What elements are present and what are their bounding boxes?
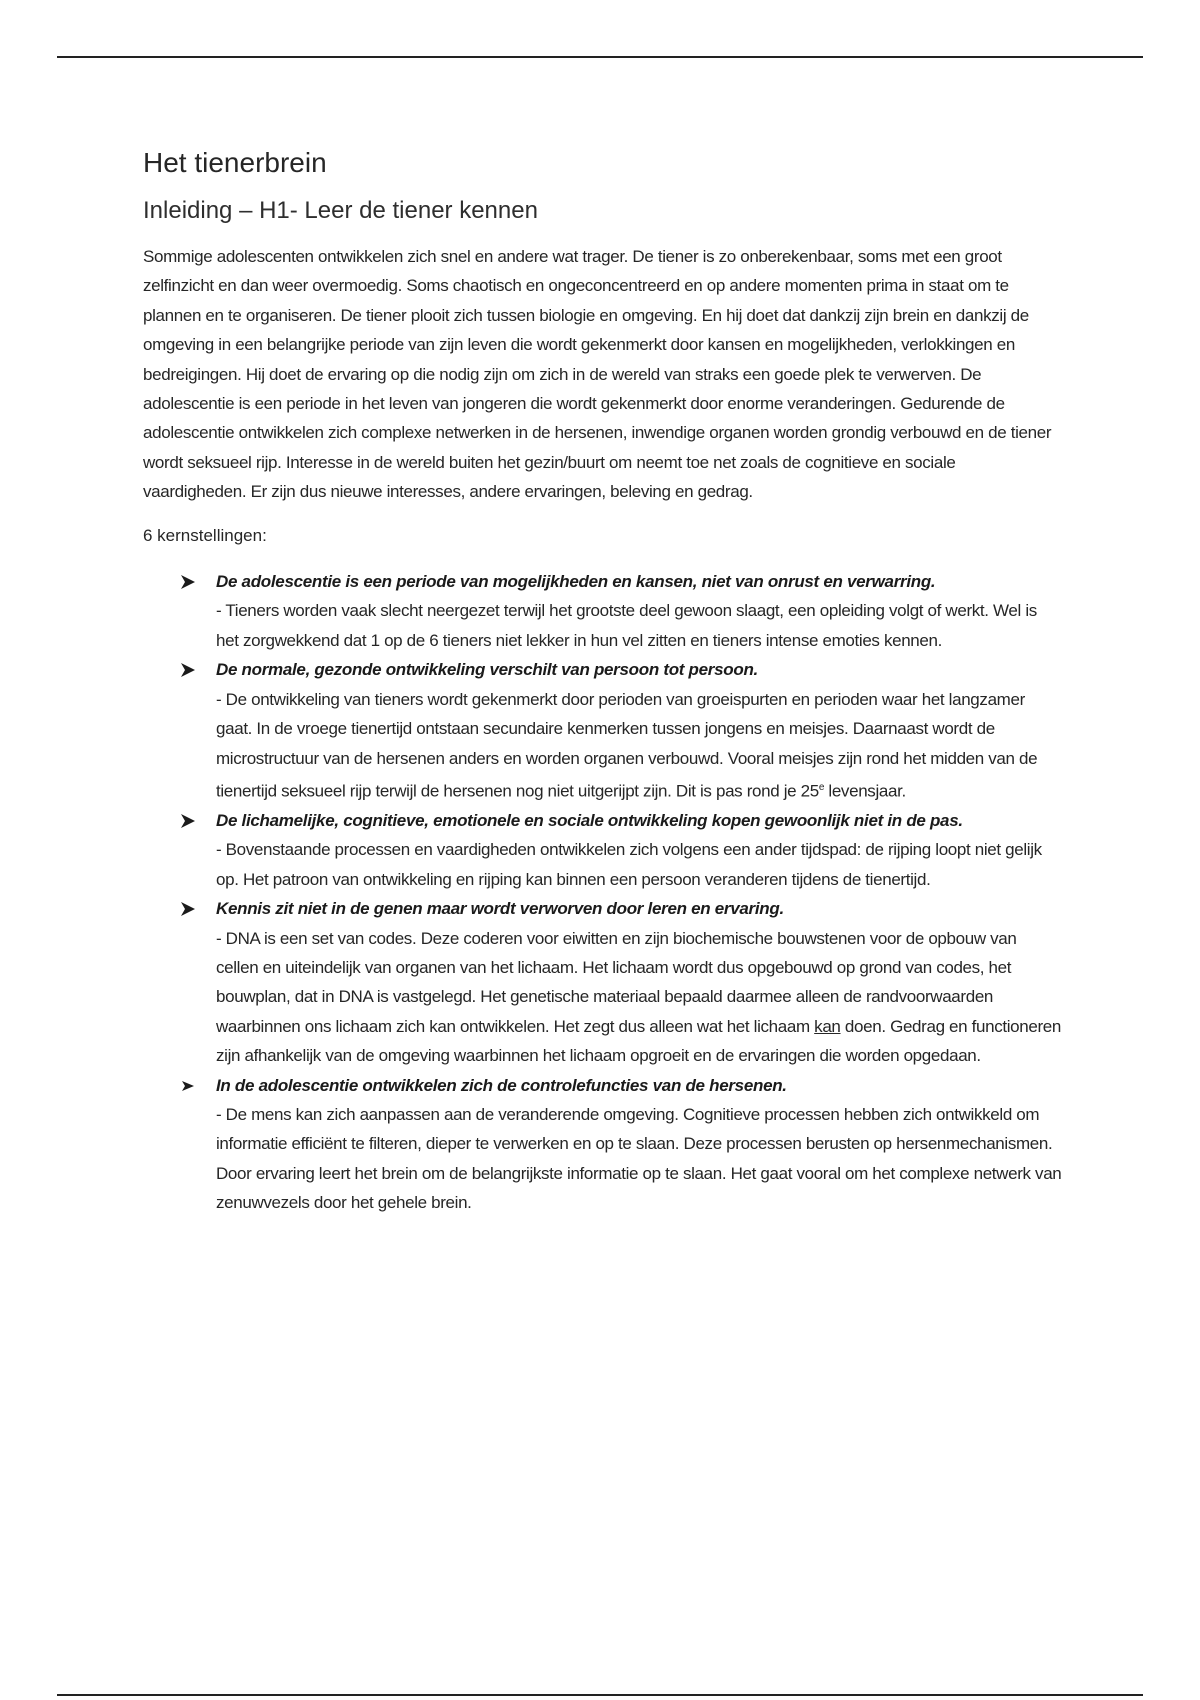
- statement-text: - Bovenstaande processen en vaardigheden ontwikkelen zich volgens een ander tijdspad: de rijping loopt niet gelijk op. Het patroon van ontwikkeling en rijping kan binnen een persoon veranderen tijdens de tienertijd.: [216, 840, 1042, 889]
- statement-text: - Tieners worden vaak slecht neergezet terwijl het grootste deel gewoon slaagt, een opleiding volgt of werkt. Wel is het zorgwekkend dat 1 op de 6 tieners niet lekker in hun vel zitten en tieners intense emoties kennen.: [216, 601, 1037, 650]
- list-item: [216, 567, 1063, 655]
- statement-heading: Kennis zit niet in de genen maar wordt verworven door leren en ervaring.: [216, 899, 784, 919]
- statement-text-end: levensjaar.: [824, 781, 906, 801]
- arrow-bullet-icon: [180, 662, 196, 678]
- statement-text-end: doen. Gedrag en functioneren zijn afhankelijk van de omgeving waarbinnen het lichaam opgroeit en de ervaringen die worden opgedaan.: [216, 1016, 1061, 1066]
- kernstellingen-list: [143, 567, 1063, 1218]
- statement-heading: De adolescentie is een periode van mogelijkheden en kansen, niet van onrust en verwarring.: [216, 572, 936, 592]
- arrow-bullet-icon: [180, 901, 196, 917]
- statement-heading: De lichamelijke, cognitieve, emotionele en sociale ontwikkeling kopen gewoonlijk niet in de pas.: [216, 810, 963, 830]
- arrow-bullet-icon: [180, 1078, 196, 1094]
- bottom-rule: [57, 1694, 1143, 1696]
- underlined-word: kan: [814, 1016, 841, 1036]
- list-item: [216, 655, 1063, 806]
- statement-text-main: - DNA is een set van codes. Deze coderen voor eiwitten en zijn biochemische bouwstenen voor de opbouw van cellen en uiteindelijk van organen van het lichaam. Het lichaam wordt dus opgebouwd op grond van codes, het bouwplan, dat in DNA is vastgelegd. Het genetische materiaal bepaald daarmee alleen de randvoorwaarden waarbinnen ons lichaam zich kan ontwikkelen. Het zegt dus alleen wat het lichaam: [216, 928, 1017, 1036]
- list-item: [216, 894, 1063, 1070]
- statement-text: [216, 924, 1063, 1071]
- list-item: [216, 806, 1063, 894]
- list-item: [216, 1071, 1063, 1218]
- top-rule: [57, 56, 1143, 58]
- section-heading: Inleiding – H1- Leer de tiener kennen: [143, 197, 538, 224]
- kernstellingen-label: 6 kernstellingen:: [143, 525, 267, 545]
- intro-paragraph: Sommige adolescenten ontwikkelen zich snel en andere wat trager. De tiener is zo onberekenbaar, soms met een groot zelfinzicht en dan weer overmoedig. Soms chaotisch en ongeconcentreerd en op andere momenten prima in staat om te plannen en te organiseren. De tiener plooit zich tussen biologie en omgeving. En hij doet dat dankzij zijn brein en dankzij de omgeving in een belangrijke periode van zijn leven die wordt gekenmerkt door kansen en mogelijkheden, verlokkingen en bedreigingen. Hij doet de ervaring op die nodig zijn om zich in de wereld van straks een goede plek te verwerven. De adolescentie is een periode in het leven van jongeren die wordt gekenmerkt door enorme veranderingen. Gedurende de adolescentie ontwikkelen zich complexe netwerken in de hersenen, inwendige organen worden grondig verbouwd en de tiener wordt seksueel rijp. Interesse in de wereld buiten het gezin/buurt om neemt toe net zoals de cognitieve en sociale vaardigheden. Er zijn dus nieuwe interesses, andere ervaringen, beleving en gedrag.: [143, 247, 1052, 502]
- arrow-bullet-icon: [180, 813, 196, 829]
- document-title: Het tienerbrein: [143, 147, 327, 178]
- statement-text-main: - De ontwikkeling van tieners wordt gekenmerkt door perioden van groeispurten en perioden waar het langzamer gaat. In de vroege tienertijd ontstaan secundaire kenmerken tussen jongens en meisjes. Daarnaast wordt de microstructuur van de hersenen anders en worden organen verbouwd. Vooral meisjes zijn rond het midden van de tienertijd seksueel rijp terwijl de hersenen nog niet uitgerijpt zijn. Dit is pas rond je 25: [216, 689, 1038, 801]
- statement-text: - De mens kan zich aanpassen aan de veranderende omgeving. Cognitieve processen hebben zich ontwikkeld om informatie efficiënt te filteren, dieper te verwerken en op te slaan. Deze processen berusten op hersenmechanismen. Door ervaring leert het brein om de belangrijkste informatie op te slaan. Het gaat vooral om het complexe netwerk van zenuwvezels door het gehele brein.: [216, 1105, 1062, 1213]
- arrow-bullet-icon: [180, 574, 196, 590]
- statement-heading: De normale, gezonde ontwikkeling verschilt van persoon tot persoon.: [216, 660, 758, 680]
- statement-heading: In de adolescentie ontwikkelen zich de controlefuncties van de hersenen.: [216, 1075, 787, 1095]
- document-body: [143, 145, 1063, 1218]
- superscript-e: e: [818, 781, 825, 793]
- statement-text: [216, 685, 1063, 806]
